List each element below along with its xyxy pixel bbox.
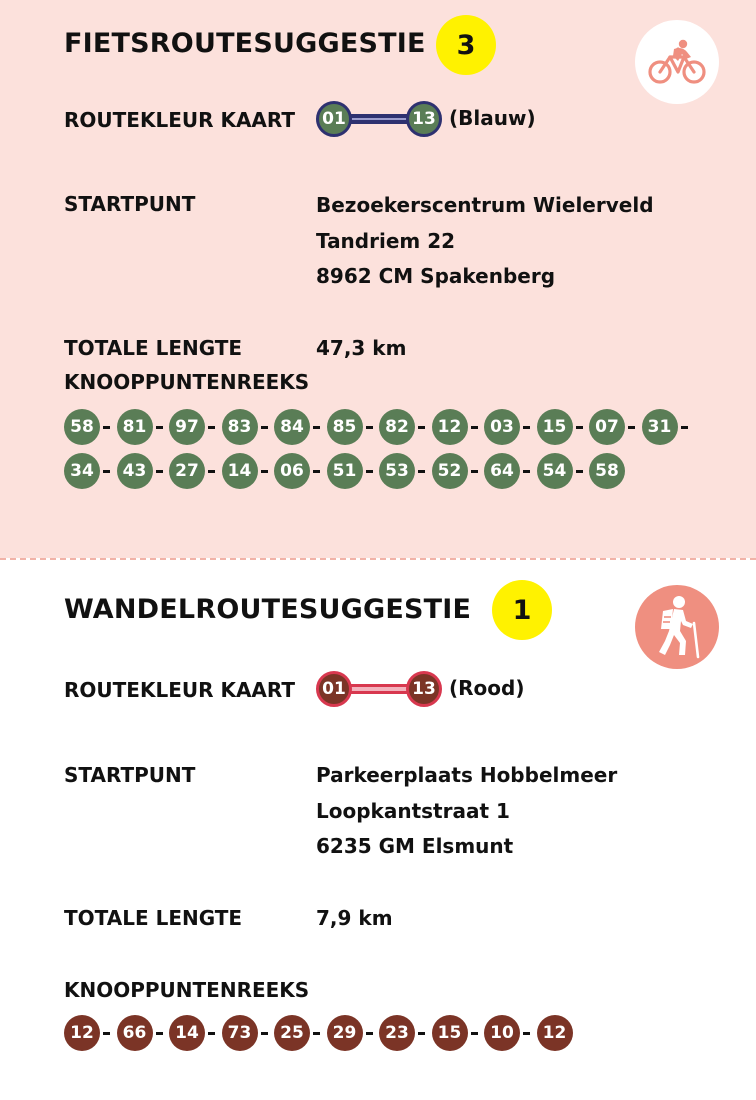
route-node: 83 — [222, 409, 258, 445]
route-node: 54 — [537, 453, 573, 489]
node-separator — [313, 1032, 320, 1035]
node-separator — [313, 470, 320, 473]
node-separator — [576, 470, 583, 473]
nodes-label: KNOOPPUNTENREEKS — [64, 978, 310, 1002]
route-color-end-node: 13 — [406, 101, 442, 137]
node-separator — [418, 470, 425, 473]
hiker-icon — [635, 585, 719, 669]
route-color-legend — [316, 671, 546, 711]
bike-route-title: FIETSROUTESUGGESTIE — [64, 28, 426, 59]
walk-route-title: WANDELROUTESUGGESTIE — [64, 594, 472, 625]
node-separator — [156, 1032, 163, 1035]
route-color-line — [346, 684, 412, 694]
route-node: 31 — [642, 409, 678, 445]
node-separator — [471, 1032, 478, 1035]
route-color-legend — [316, 101, 546, 141]
start-address-line-2: Loopkantstraat 1 — [316, 799, 510, 823]
route-color-label: ROUTEKLEUR KAART — [64, 678, 296, 702]
node-separator — [156, 426, 163, 429]
node-separator — [261, 426, 268, 429]
route-color-name: (Rood) — [449, 676, 525, 700]
node-separator — [628, 426, 635, 429]
route-node: 34 — [64, 453, 100, 489]
node-separator — [366, 470, 373, 473]
route-node: 64 — [484, 453, 520, 489]
length-value: 7,9 km — [316, 906, 393, 930]
route-node: 07 — [589, 409, 625, 445]
node-separator — [261, 1032, 268, 1035]
route-node: 12 — [64, 1015, 100, 1051]
route-node: 58 — [589, 453, 625, 489]
node-separator — [523, 1032, 530, 1035]
route-node: 81 — [117, 409, 153, 445]
node-separator — [471, 426, 478, 429]
route-node: 51 — [327, 453, 363, 489]
route-node: 10 — [484, 1015, 520, 1051]
node-separator — [208, 426, 215, 429]
route-node: 52 — [432, 453, 468, 489]
route-node: 06 — [274, 453, 310, 489]
start-address-line-1: Parkeerplaats Hobbelmeer — [316, 763, 618, 787]
node-separator — [681, 426, 688, 429]
node-separator — [103, 426, 110, 429]
node-separator — [418, 1032, 425, 1035]
route-node: 82 — [379, 409, 415, 445]
route-node: 97 — [169, 409, 205, 445]
route-node: 84 — [274, 409, 310, 445]
length-label: TOTALE LENGTE — [64, 336, 243, 360]
node-separator — [103, 1032, 110, 1035]
node-separator — [576, 426, 583, 429]
node-separator — [523, 470, 530, 473]
node-separator — [471, 470, 478, 473]
start-label: STARTPUNT — [64, 763, 196, 787]
start-address-line-2: Tandriem 22 — [316, 229, 456, 253]
node-separator — [366, 426, 373, 429]
node-separator — [208, 470, 215, 473]
node-separator — [261, 470, 268, 473]
start-label: STARTPUNT — [64, 192, 196, 216]
route-node: 14 — [169, 1015, 205, 1051]
walk-route-section — [0, 558, 756, 1100]
route-color-label: ROUTEKLEUR KAART — [64, 108, 296, 132]
route-color-start-node: 01 — [316, 671, 352, 707]
route-node: 73 — [222, 1015, 258, 1051]
bike-route-number-badge: 3 — [436, 15, 496, 75]
route-node: 03 — [484, 409, 520, 445]
route-node: 29 — [327, 1015, 363, 1051]
route-color-end-node: 13 — [406, 671, 442, 707]
route-color-line — [346, 114, 412, 124]
node-separator — [366, 1032, 373, 1035]
node-separator — [313, 426, 320, 429]
route-node: 53 — [379, 453, 415, 489]
node-sequence-row — [64, 409, 704, 447]
start-address-line-1: Bezoekerscentrum Wielerveld — [316, 193, 654, 217]
route-node: 12 — [432, 409, 468, 445]
route-node: 15 — [537, 409, 573, 445]
node-separator — [418, 426, 425, 429]
route-node: 85 — [327, 409, 363, 445]
route-node: 27 — [169, 453, 205, 489]
route-node: 66 — [117, 1015, 153, 1051]
bicycle-icon — [635, 20, 719, 104]
node-sequence-row — [64, 453, 704, 491]
walk-route-number-badge: 1 — [492, 580, 552, 640]
route-node: 15 — [432, 1015, 468, 1051]
route-node: 12 — [537, 1015, 573, 1051]
route-color-name: (Blauw) — [449, 106, 536, 130]
nodes-label: KNOOPPUNTENREEKS — [64, 370, 310, 394]
route-node: 23 — [379, 1015, 415, 1051]
start-address-line-3: 8962 CM Spakenberg — [316, 264, 556, 288]
route-node: 43 — [117, 453, 153, 489]
route-color-start-node: 01 — [316, 101, 352, 137]
node-sequence-row — [64, 1015, 624, 1053]
node-separator — [208, 1032, 215, 1035]
length-label: TOTALE LENGTE — [64, 906, 243, 930]
length-value: 47,3 km — [316, 336, 407, 360]
route-node: 25 — [274, 1015, 310, 1051]
node-separator — [523, 426, 530, 429]
start-address-line-3: 6235 GM Elsmunt — [316, 834, 514, 858]
route-node: 58 — [64, 409, 100, 445]
route-node: 14 — [222, 453, 258, 489]
node-separator — [156, 470, 163, 473]
node-separator — [103, 470, 110, 473]
